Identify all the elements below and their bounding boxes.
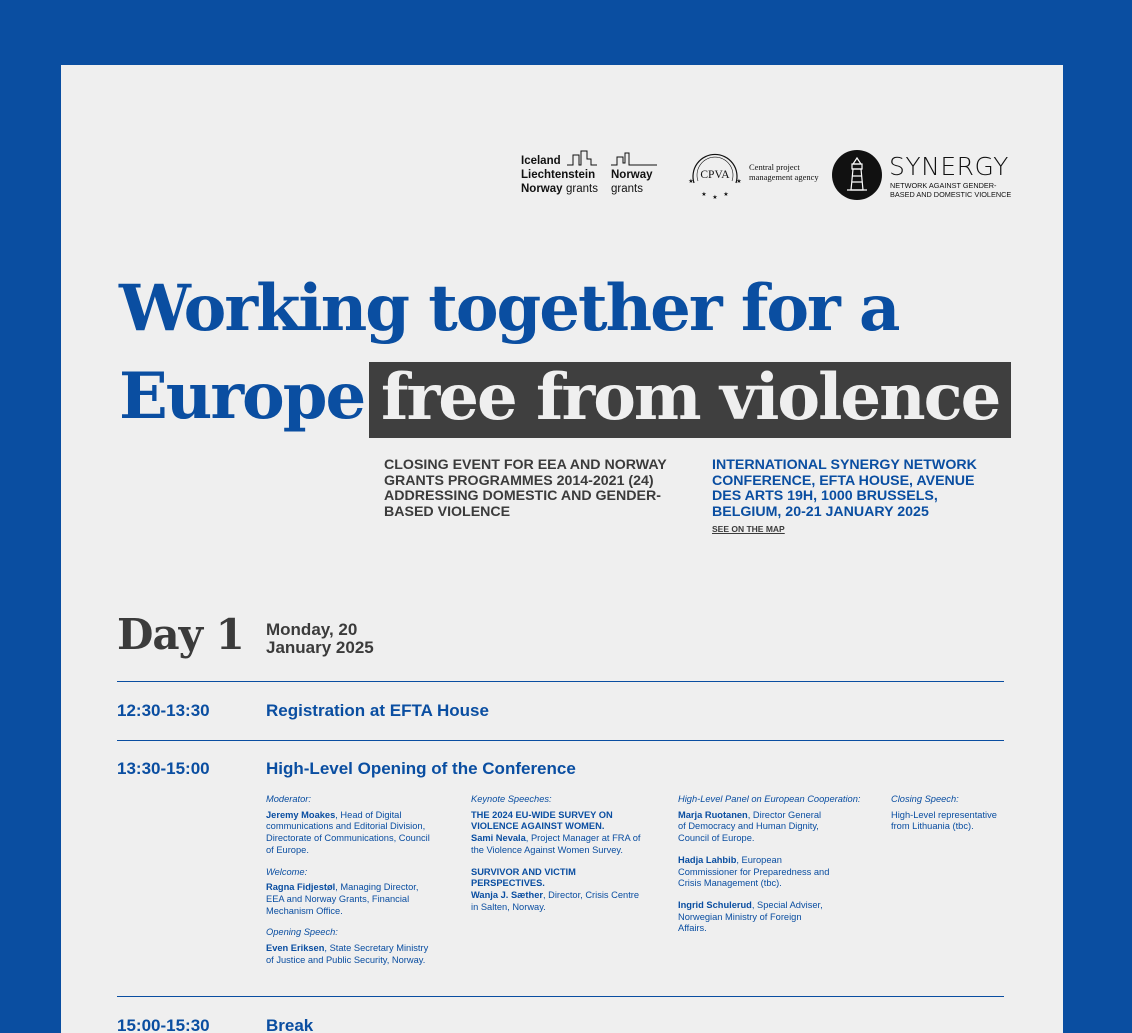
divider (117, 681, 1004, 682)
speaker-name: Ragna Fidjestøl (266, 882, 336, 893)
grants-line-iceland: Iceland (521, 155, 561, 167)
svg-text:★: ★ (688, 178, 694, 185)
norway-grants-grants: grants (611, 183, 643, 195)
see-on-map-link[interactable]: SEE ON THE MAP (712, 524, 785, 534)
iceland-liechtenstein-norway-grants-logo (521, 155, 661, 203)
speaker-role: , State Secretary Ministry of Justice and Public Security, Norway. (266, 943, 429, 965)
programme-page (61, 65, 1063, 1033)
speaker-name: Wanja J. Sæther (471, 889, 543, 900)
speakers-column-opening (266, 794, 438, 976)
speaker-name: Hadja Lahbib (678, 854, 737, 865)
divider (117, 740, 1004, 741)
speaker-role: , Managing Director, EEA and Norway Grants, Financial Mechanism Office. (266, 882, 419, 916)
event-description: CLOSING EVENT FOR EEA AND NORWAY GRANTS PROGRAMMES 2014-2021 (24) ADDRESSING DOMESTIC AND GENDER-BASED VIOLENCE (384, 457, 667, 520)
synergy-name: SYNERGY (889, 152, 1009, 181)
main-title-line1: Working together for a (119, 271, 899, 346)
cpva-logo (686, 149, 819, 205)
event-venue: INTERNATIONAL SYNERGY NETWORK CONFERENCE, EFTA HOUSE, AVENUE DES ARTS 19H, 1000 BRUSSELS, BELGIUM, 20-21 JANUARY 2025 (712, 457, 977, 520)
grants-line-norway: Norway (521, 183, 563, 195)
session-time: 12:30-13:30 (117, 701, 210, 720)
keynote-title: SURVIVOR AND VICTIM PERSPECTIVES. (471, 866, 576, 889)
svg-text:★: ★ (701, 191, 707, 198)
closing-label: Closing Speech: (891, 794, 959, 804)
speaker-role: , Head of Digital communications and Editorial Division, Directorate of Communications, Council of Europe. (266, 809, 430, 855)
session-title: Break (266, 1016, 314, 1033)
speakers-column-closing (891, 794, 1009, 843)
skyline-icon (567, 149, 657, 167)
welcome-entry (266, 882, 438, 917)
moderator-label: Moderator: (266, 794, 311, 804)
partner-logos (521, 149, 1012, 205)
norway-grants-norway: Norway (611, 169, 653, 181)
session-title: Registration at EFTA House (266, 701, 489, 720)
speaker-role: , European Commissioner for Preparedness and Crisis Management (tbc). (678, 854, 830, 889)
cpva-seal-text: CPVA (700, 169, 730, 181)
synergy-logo (832, 150, 1012, 204)
keynote-entry (471, 810, 646, 857)
speaker-role: , Director General of Democracy and Human Dignity, Council of Europe. (678, 809, 822, 844)
keynote-label: Keynote Speeches: (471, 794, 552, 804)
speakers-column-keynotes (471, 794, 646, 923)
panel-label: High-Level Panel on European Cooperation: (678, 794, 861, 804)
main-title-line2: Europe (119, 359, 365, 434)
svg-text:★: ★ (736, 178, 742, 185)
panel-entry (678, 810, 830, 845)
day-date: Monday, 20 January 2025 (266, 620, 374, 657)
panel-entry (678, 900, 830, 935)
session-time: 13:30-15:00 (117, 759, 210, 778)
cpva-name: Central project management agency (749, 162, 819, 182)
speaker-name: Even Eriksen (266, 943, 325, 954)
opening-speech-label: Opening Speech: (266, 927, 338, 938)
grants-line-grants: grants (566, 183, 598, 195)
svg-text:★: ★ (712, 194, 718, 201)
speaker-name: Jeremy Moakes (266, 809, 336, 820)
speaker-role: , Special Adviser, Norwegian Ministry of Foreign Affairs. (678, 899, 823, 934)
speaker-name: Marja Ruotanen (678, 809, 748, 820)
grants-line-liechtenstein: Liechtenstein (521, 169, 596, 181)
speakers-column-panel (678, 794, 873, 945)
moderator-entry (266, 810, 438, 857)
session-time: 15:00-15:30 (117, 1016, 210, 1033)
speaker-role: , Director, Crisis Centre in Salten, Norway. (471, 889, 640, 912)
divider (117, 996, 1004, 997)
svg-text:★: ★ (723, 191, 729, 198)
speaker-role: , Project Manager at FRA of the Violence Against Women Survey. (471, 833, 641, 855)
speaker-name: Sami Nevala (471, 833, 526, 844)
day-heading: Day 1 (117, 610, 244, 659)
lighthouse-icon (832, 150, 882, 200)
opening-speech-entry (266, 943, 438, 966)
cpva-seal-icon (686, 149, 744, 201)
synergy-tagline: NETWORK AGAINST GENDER-BASED AND DOMESTIC VIOLENCE (890, 181, 1012, 199)
main-title-highlight: free from violence (369, 362, 1011, 438)
keynote-entry (471, 867, 646, 914)
welcome-label: Welcome: (266, 866, 308, 877)
session-title: High-Level Opening of the Conference (266, 759, 576, 778)
panel-entry (678, 855, 830, 890)
keynote-title: THE 2024 EU-WIDE SURVEY ON VIOLENCE AGAINST WOMEN. (471, 809, 613, 832)
closing-entry: High-Level representative from Lithuania (tbc). (891, 809, 997, 832)
speaker-name: Ingrid Schulerud (678, 899, 752, 910)
